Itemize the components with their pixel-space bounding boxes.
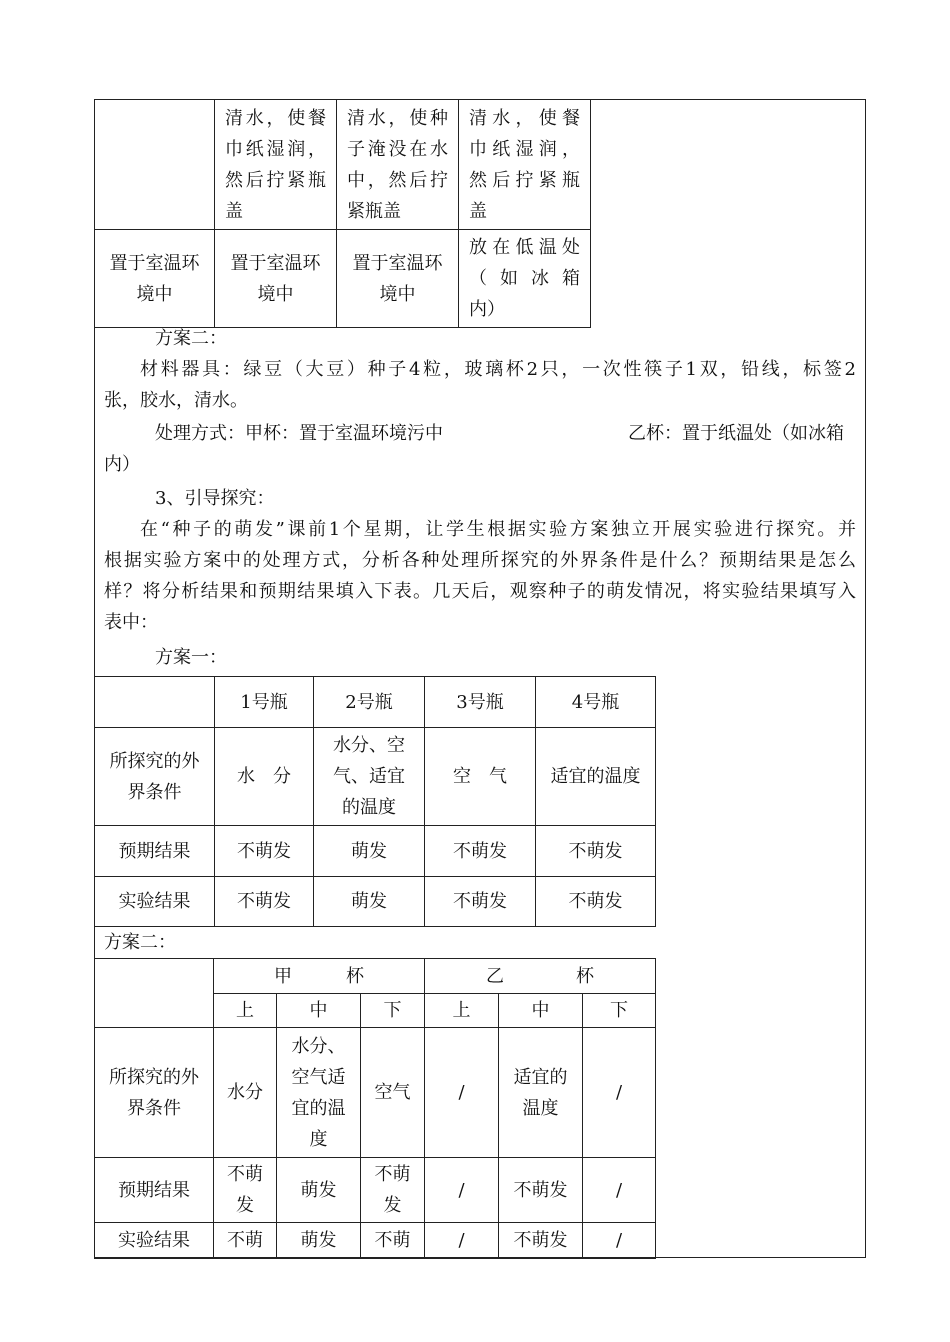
plan2-position-cell: 下 (361, 994, 425, 1028)
paragraph-line: 根据实验方案中的处理方式，分析各种处理所探究的外界条件是什么？预期结果是怎么 (104, 550, 856, 571)
plan1-header-cell (95, 677, 215, 728)
top-table-cell: 清水，使种 子淹没在水 中，然后拧 紧瓶盖 (337, 100, 459, 230)
plan1-heading: 方案一： (155, 647, 227, 668)
top-table (94, 99, 591, 328)
top-table-cell: 置于室温环 境中 (95, 230, 215, 328)
plan2-heading: 方案二： (155, 328, 227, 349)
plan1-cell: 不萌发 (215, 877, 314, 927)
plan2-cup-a-header: 甲 杯 (214, 959, 425, 994)
plan2-cell: / (583, 1158, 656, 1223)
plan2-heading: 方案二： (104, 932, 176, 953)
plan2-cell: / (425, 1223, 499, 1259)
plan1-cell: 不萌发 (215, 826, 314, 877)
plan2-position-cell: 上 (425, 994, 499, 1028)
plan2-cell: 不萌 发 (214, 1158, 277, 1223)
top-table-cell: 放在低温处 （如冰箱 内） (459, 230, 591, 328)
plan2-cell: 空气 (361, 1028, 425, 1158)
plan1-cell: 不萌发 (425, 826, 536, 877)
top-table-cell: 置于室温环 境中 (215, 230, 337, 328)
plan2-position-cell: 下 (583, 994, 656, 1028)
top-table-cell (95, 100, 215, 230)
plan1-header-cell: 3号瓶 (425, 677, 536, 728)
plan1-cell: 水 分 (215, 728, 314, 826)
plan2-cell: 不萌 发 (361, 1158, 425, 1223)
plan2-cell: / (583, 1223, 656, 1259)
top-table-cell: 清水，使餐 巾纸湿润， 然后拧紧瓶 盖 (459, 100, 591, 230)
paragraph-line: 表中： (104, 612, 158, 633)
plan2-cell: 水分 (214, 1028, 277, 1158)
materials-line: 张，胶水，清水。 (104, 390, 248, 411)
plan2-corner-cell (95, 959, 214, 1028)
plan2-cell: / (583, 1028, 656, 1158)
section-heading: 3、引导探究： (155, 488, 275, 509)
plan2-cell: 萌发 (277, 1158, 361, 1223)
paragraph-line: 在“种子的萌发”课前1个星期，让学生根据实验方案独立开展实验进行探究。并 (140, 519, 856, 540)
plan2-cell: 水分、 空气适 宜的温 度 (277, 1028, 361, 1158)
plan1-header-cell: 4号瓶 (536, 677, 656, 728)
plan1-row-label: 所探究的外 界条件 (95, 728, 215, 826)
plan1-table (94, 676, 656, 927)
plan1-header-cell: 2号瓶 (314, 677, 425, 728)
plan2-cell: / (425, 1028, 499, 1158)
plan2-cell: 不萌发 (499, 1223, 583, 1259)
treatment-text: 内） (104, 454, 140, 475)
treatment-text: 处理方式：甲杯：置于室温环境污中 (155, 423, 443, 444)
plan1-cell: 萌发 (314, 877, 425, 927)
plan1-cell: 适宜的温度 (536, 728, 656, 826)
plan2-position-cell: 中 (499, 994, 583, 1028)
plan2-position-cell: 上 (214, 994, 277, 1028)
plan1-cell: 空 气 (425, 728, 536, 826)
paragraph-line: 样？将分析结果和预期结果填入下表。几天后，观察种子的萌发情况，将实验结果填写入 (104, 581, 856, 602)
plan2-cup-b-header: 乙 杯 (425, 959, 656, 994)
top-table-cell: 清水，使餐 巾纸湿润， 然后拧紧瓶 盖 (215, 100, 337, 230)
plan2-table (94, 958, 656, 1259)
plan1-header-cell: 1号瓶 (215, 677, 314, 728)
plan1-cell: 水分、空 气、适宜 的温度 (314, 728, 425, 826)
plan2-cell: 适宜的 温度 (499, 1028, 583, 1158)
plan2-cell: 不萌 (214, 1223, 277, 1259)
plan1-row-label: 实验结果 (95, 877, 215, 927)
plan1-cell: 不萌发 (536, 826, 656, 877)
plan2-cell: 不萌 (361, 1223, 425, 1259)
plan1-row-label: 预期结果 (95, 826, 215, 877)
plan2-cell: / (425, 1158, 499, 1223)
plan1-cell: 不萌发 (536, 877, 656, 927)
plan2-cell: 萌发 (277, 1223, 361, 1259)
plan2-cell: 不萌发 (499, 1158, 583, 1223)
materials-line: 材料器具：绿豆（大豆）种子4粒，玻璃杯2只，一次性筷子1双，铅线，标签2 (140, 359, 856, 380)
plan2-row-label: 实验结果 (95, 1223, 214, 1259)
plan1-cell: 萌发 (314, 826, 425, 877)
plan2-row-label: 预期结果 (95, 1158, 214, 1223)
plan2-position-cell: 中 (277, 994, 361, 1028)
top-table-cell: 置于室温环 境中 (337, 230, 459, 328)
plan1-cell: 不萌发 (425, 877, 536, 927)
treatment-text: 乙杯：置于纸温处（如冰箱 (628, 423, 844, 444)
plan2-row-label: 所探究的外 界条件 (95, 1028, 214, 1158)
